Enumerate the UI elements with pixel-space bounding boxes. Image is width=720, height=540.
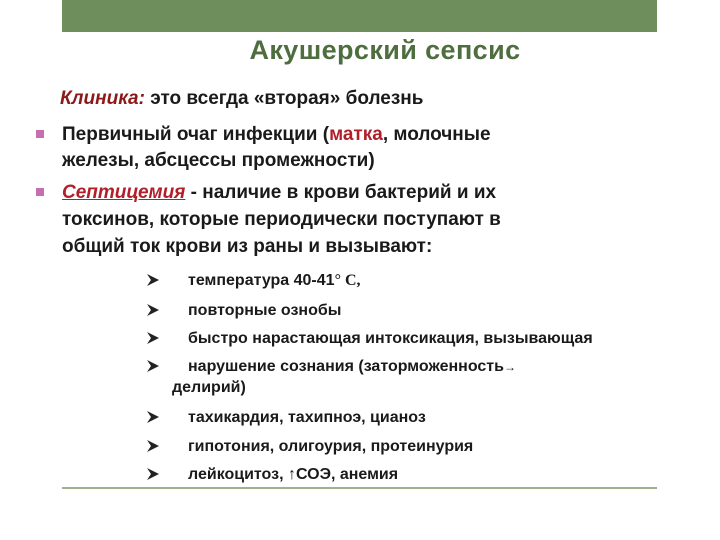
arrow-bullet-icon — [146, 303, 160, 317]
arrow-bullet-icon — [146, 273, 160, 287]
septicemia-term: Септицемия — [62, 182, 186, 203]
symptom-text-part: нарушение сознания (заторможенность — [188, 358, 504, 375]
arrow-bullet-icon — [146, 331, 160, 345]
symptom-text-part: лейкоцитоз, — [188, 466, 288, 483]
highlight-uterus: матка — [329, 124, 383, 145]
bullet-line: токсинов, которые периодически поступают в — [62, 209, 501, 230]
subtitle-text: это всегда «вторая» болезнь — [144, 88, 424, 109]
bullet-line — [62, 180, 496, 206]
symptom-text-part: СОЭ, анемия — [295, 466, 399, 483]
page-title: Акушерский сепсис — [249, 35, 521, 65]
symptom-text — [188, 270, 361, 291]
square-bullet-icon — [36, 188, 44, 196]
top-banner — [62, 0, 657, 32]
symptom-text: быстро нарастающая интоксикация, вызывающая — [188, 330, 593, 347]
bottom-divider — [62, 487, 657, 489]
arrow-bullet-icon — [146, 439, 160, 453]
bullet-text: , молочные — [382, 124, 491, 145]
up-arrow-icon: ↑ — [287, 466, 296, 483]
symptom-text — [188, 356, 516, 378]
symptom-text: гипотония, олигоурия, протеинурия — [188, 438, 474, 455]
arrow-bullet-icon — [146, 467, 160, 481]
symptom-text — [188, 464, 398, 485]
arrow-bullet-icon — [146, 410, 160, 424]
right-arrow-icon: → — [503, 360, 516, 374]
bullet-line — [62, 122, 491, 148]
bullet-line: железы, абсцессы промежности) — [62, 150, 375, 171]
symptom-text: повторные ознобы — [188, 302, 342, 319]
arrow-bullet-icon — [146, 359, 160, 373]
subtitle-emphasis: Клиника: — [60, 88, 145, 109]
subtitle — [60, 88, 423, 110]
symptom-text: тахикардия, тахипноэ, цианоз — [188, 409, 426, 426]
bullet-line: общий ток крови из раны и вызывают: — [62, 236, 433, 257]
bullet-text: - наличие в крови бактерий и их — [185, 182, 497, 203]
temperature-unit: ° C, — [334, 272, 361, 289]
bullet-text: Первичный очаг инфекции ( — [62, 124, 330, 145]
square-bullet-icon — [36, 130, 44, 138]
symptom-text-part: температура 40-41 — [188, 272, 335, 289]
symptom-text-continuation: делирий) — [172, 379, 246, 396]
